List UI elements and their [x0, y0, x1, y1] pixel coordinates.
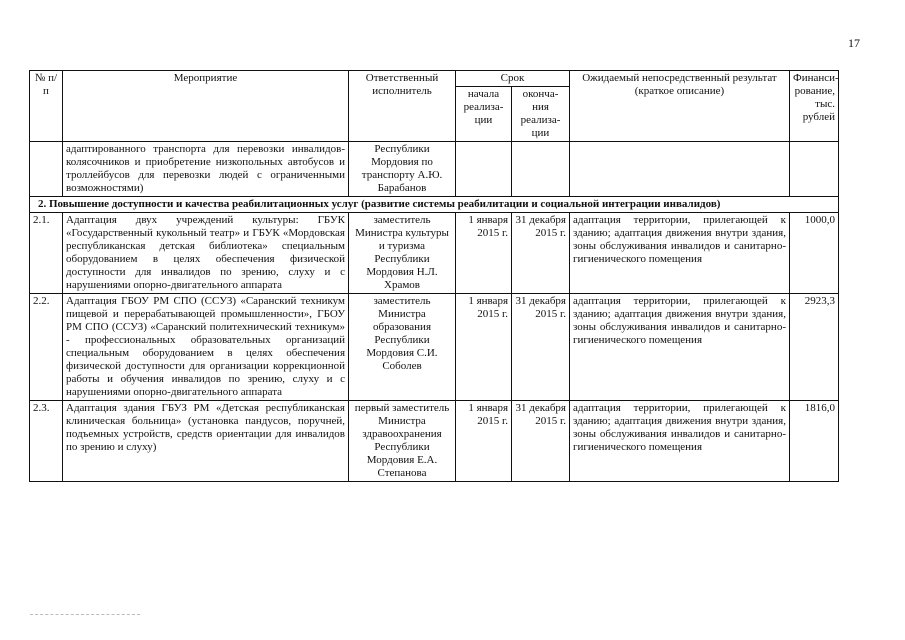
- cell-num: 2.3.: [30, 401, 63, 482]
- header-responsible: Ответственный исполнитель: [349, 71, 456, 142]
- cell-event: Адаптация двух учреждений культуры: ГБУК «Государственный кукольный театр» и ГБУК «Мордовская республиканская детская библиотека» специальным оборудованием в целях обеспечения физической доступности для инвалидов по зрению, слуху и с нарушениями опорно-двигательного аппарата: [63, 213, 349, 294]
- cell-start: 1 января 2015 г.: [456, 401, 512, 482]
- activities-table: [29, 70, 839, 482]
- cell-result: адаптация территории, прилегающей к зданию; адаптация движения внутри здания, зоны обслуживания инвалидов и санитарно-гигиенического помещения: [570, 294, 790, 401]
- cell-financing: 2923,3: [790, 294, 839, 401]
- cell-end: 31 декабря 2015 г.: [512, 294, 570, 401]
- header-term-start: начала реализа-ции: [456, 87, 512, 142]
- cell-event: Адаптация здания ГБУЗ РМ «Детская республиканская клиническая больница» (установка пандусов, поручней, подъемных устройств, средств ориентации для инвалидов по зрению и слуху): [63, 401, 349, 482]
- header-term: Срок: [456, 71, 570, 87]
- cell-event: адаптированного транспорта для перевозки инвалидов-колясочников и приобретение низкопольных автобусов и троллейбусов для перевозки людей с ограниченными возможностями): [63, 142, 349, 197]
- cell-financing: 1000,0: [790, 213, 839, 294]
- footer-divider: [30, 614, 140, 615]
- table-row: [30, 142, 839, 197]
- header-event: Мероприятие: [63, 71, 349, 142]
- table-row: [30, 294, 839, 401]
- cell-responsible: заместитель Министра образования Республики Мордовия С.И. Соболев: [349, 294, 456, 401]
- cell-num: 2.1.: [30, 213, 63, 294]
- section-row: [30, 197, 839, 213]
- cell-result: адаптация территории, прилегающей к зданию; адаптация движения внутри здания, зоны обслуживания инвалидов и санитарно-гигиенического помещения: [570, 401, 790, 482]
- header-row: [30, 71, 839, 87]
- cell-end: 31 декабря 2015 г.: [512, 213, 570, 294]
- cell-num: 2.2.: [30, 294, 63, 401]
- header-result: Ожидаемый непосредственный результат (краткое описание): [570, 71, 790, 142]
- header-term-end: оконча-ния реализа-ции: [512, 87, 570, 142]
- cell-responsible: первый заместитель Министра здравоохранения Республики Мордовия Е.А. Степанова: [349, 401, 456, 482]
- cell-end: 31 декабря 2015 г.: [512, 401, 570, 482]
- table-row: [30, 213, 839, 294]
- cell-start: 1 января 2015 г.: [456, 294, 512, 401]
- cell-responsible: Республики Мордовия по транспорту А.Ю. Барабанов: [349, 142, 456, 197]
- section-title: 2. Повышение доступности и качества реабилитационных услуг (развитие системы реабилитации и социальной интеграции инвалидов): [30, 197, 839, 213]
- cell-responsible: заместитель Министра культуры и туризма Республики Мордовия Н.Л. Храмов: [349, 213, 456, 294]
- cell-event: Адаптация ГБОУ РМ СПО (ССУЗ) «Саранский техникум пищевой и перерабатывающей промышленности», ГБОУ РМ СПО (ССУЗ) «Саранский политехнический техникум» - профессиональных образовательных организаций специальным оборудованием в целях обеспечения физической доступности для организации коррекционной работы и обучения инвалидов по зрению, слуху и с нарушениями опорно-двигательного аппарата: [63, 294, 349, 401]
- cell-start: 1 января 2015 г.: [456, 213, 512, 294]
- header-financing: Финанси-рование, тыс. рублей: [790, 71, 839, 142]
- cell-financing: 1816,0: [790, 401, 839, 482]
- page-number: 17: [848, 36, 860, 50]
- cell-result: адаптация территории, прилегающей к зданию; адаптация движения внутри здания, зоны обслуживания инвалидов и санитарно-гигиенического помещения: [570, 213, 790, 294]
- header-num: № п/п: [30, 71, 63, 142]
- table-row: [30, 401, 839, 482]
